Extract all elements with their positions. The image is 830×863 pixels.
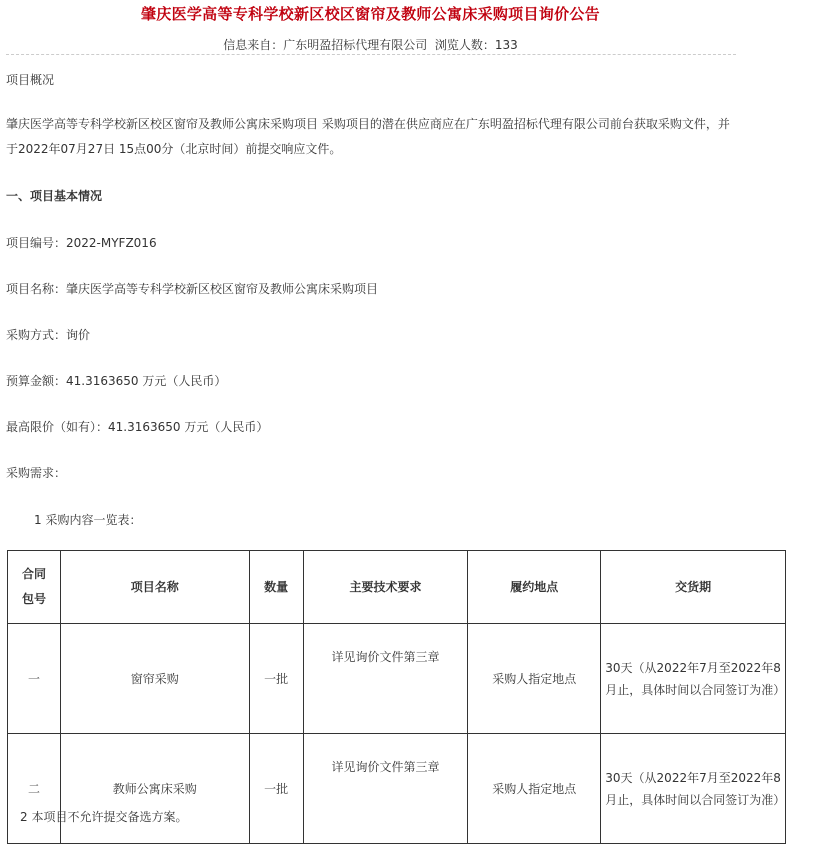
table-header-row [8,551,786,624]
views-label: 浏览人数： [434,38,495,52]
header-project-name: 项目名称 [60,551,249,624]
header-delivery-period: 交货期 [601,551,786,624]
overview-text: 肇庆医学高等专科学校新区校区窗帘及教师公寓床采购项目 采购项目的潜在供应商应在广东明盈招标代理有限公司前台获取采购文件，并于2022年07月27日 15点00分（北京时间）前提交响应文件。 [6,117,730,156]
content-list-intro: 1 采购内容一览表： [34,513,142,527]
procurement-method: 采购方式：询价 [6,328,91,342]
header-tech-requirements: 主要技术要求 [303,551,468,624]
project-number: 项目编号：2022-MYFZ016 [6,236,157,250]
cell-tech-requirements: 详见询价文件第三章 [303,734,468,844]
cell-delivery-location: 采购人指定地点 [468,734,601,844]
cell-quantity: 一批 [249,624,303,734]
header-delivery-location: 履约地点 [468,551,601,624]
cell-tech-requirements: 详见询价文件第三章 [303,624,468,734]
cell-delivery-period: 30天（从2022年7月至2022年8月止，具体时间以合同签订为准） [601,624,786,734]
views-count: 133 [494,38,518,52]
procurement-table [7,550,786,844]
section-heading-basic-info: 一、项目基本情况 [6,189,103,203]
header-quantity: 数量 [249,551,303,624]
cell-delivery-location: 采购人指定地点 [468,624,601,734]
cell-package-no: 二 [8,734,61,844]
budget-amount: 预算金额：41.3163650 万元（人民币） [6,374,227,388]
project-name: 项目名称：肇庆医学高等专科学校新区校区窗帘及教师公寓床采购项目 [6,282,379,296]
cell-project-name: 教师公寓床采购 [60,734,249,844]
source-label: 信息来自： [223,38,284,52]
max-price: 最高限价（如有）：41.3163650 万元（人民币） [6,420,269,434]
cell-package-no: 一 [8,624,61,734]
announcement-meta [0,36,741,53]
header-package-no: 合同 包号 [8,551,61,624]
cell-quantity: 一批 [249,734,303,844]
requirements-heading: 采购需求： [6,466,67,480]
header-divider [6,54,736,55]
table-row [8,624,786,734]
cell-delivery-period: 30天（从2022年7月至2022年8月止，具体时间以合同签订为准） [601,734,786,844]
announcement-title: 肇庆医学高等专科学校新区校区窗帘及教师公寓床采购项目询价公告 [140,5,600,23]
overview-heading: 项目概况 [6,73,55,87]
alternative-proposal-note: 2 本项目不允许提交备选方案。 [20,810,188,824]
source-name: 广东明盈招标代理有限公司 [283,38,428,52]
cell-project-name: 窗帘采购 [60,624,249,734]
table-row [8,734,786,844]
